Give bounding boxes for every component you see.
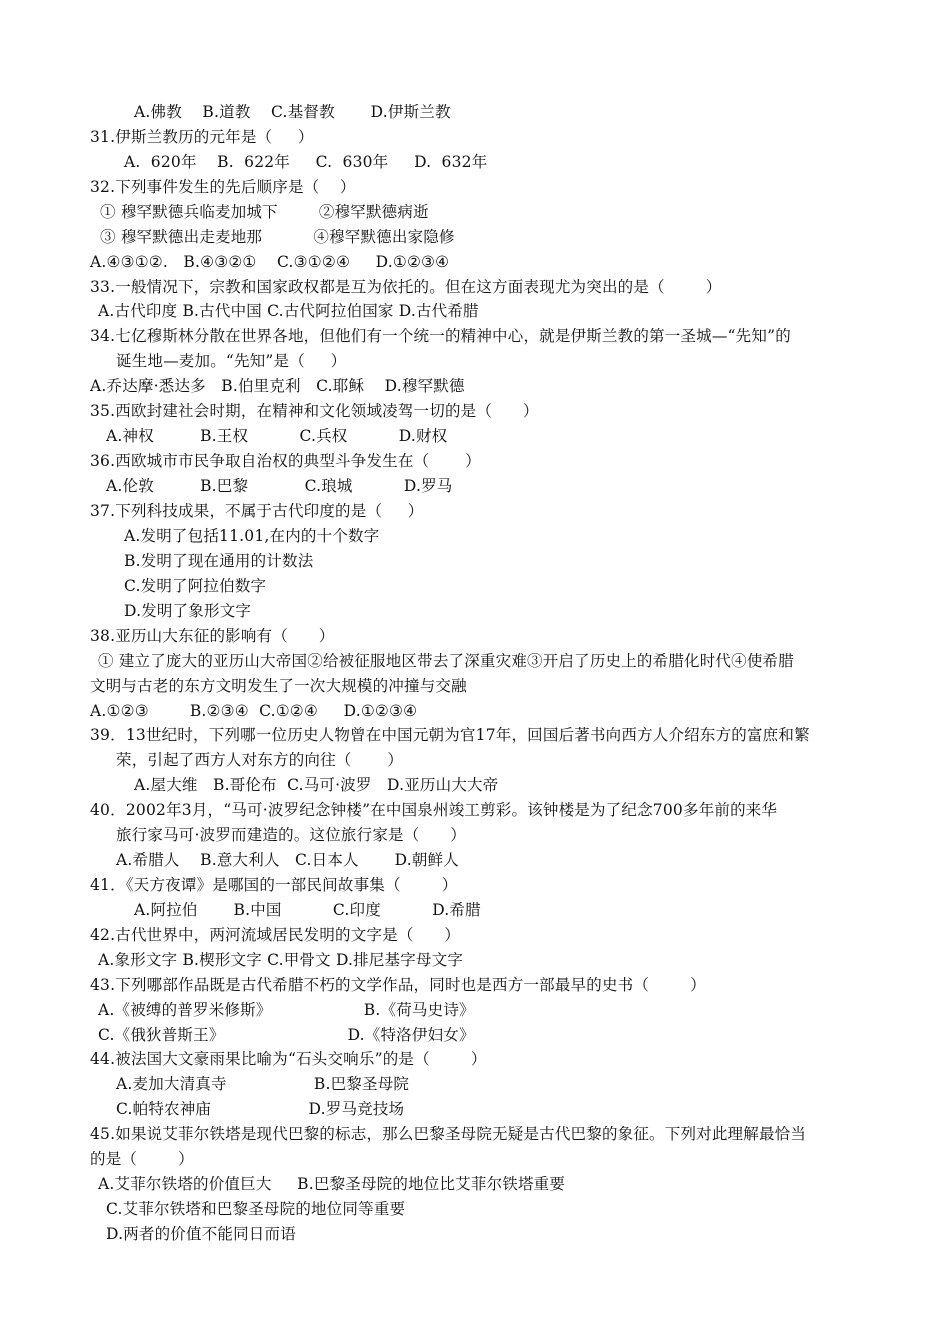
q45-stem-1: 45.如果说艾菲尔铁塔是现代巴黎的标志，那么巴黎圣母院无疑是古代巴黎的象征。下列对此理解最恰当 [90,1125,807,1143]
q38-items-2: 文明与古老的东方文明发生了一次大规模的冲撞与交融 [90,677,467,695]
q36-stem: 36.西欧城市市民争取自治权的典型斗争发生在（ ） [90,452,481,470]
q44-options-2: C.帕特农神庙 D.罗马竞技场 [116,1100,405,1118]
q44-options-1: A.麦加大清真寺 B.巴黎圣母院 [116,1075,410,1093]
q41-options: A.阿拉伯 B.中国 C.印度 D.希腊 [134,901,481,919]
q32-items-1: ① 穆罕默德兵临麦加城下 ②穆罕默德病逝 [100,203,429,221]
q39-stem-1: 39．13世纪时，下列哪一位历史人物曾在中国元朝为官17年，回国后著书向西方人介绍东方的富庶和繁 [90,726,810,744]
q45-option-c: C.艾菲尔铁塔和巴黎圣母院的地位同等重要 [106,1200,406,1218]
q43-options-1: A.《被缚的普罗米修斯》 B.《荷马史诗》 [98,1001,475,1019]
q38-items-1: ① 建立了庞大的亚历山大帝国②给被征服地区带去了深重灾难③开启了历史上的希腊化时代④使希腊 [98,652,794,670]
q43-stem: 43.下列哪部作品既是古代希腊不朽的文学作品，同时也是西方一部最早的史书（ ） [90,976,706,994]
q38-options: A.①②③ B.②③④ C.①②④ D.①②③④ [90,702,418,720]
q33-stem: 33.一般情况下，宗教和国家政权都是互为依托的。但在这方面表现尤为突出的是（ ） [90,278,722,296]
q45-option-d: D.两者的价值不能同日而语 [106,1225,296,1243]
q37-stem: 37.下列科技成果，不属于古代印度的是（ ） [90,502,424,520]
q45-option-a-b: A.艾菲尔铁塔的价值巨大 B.巴黎圣母院的地位比艾菲尔铁塔重要 [98,1175,566,1193]
q34-stem-2: 诞生地—麦加。“先知”是（ ） [116,352,347,370]
q31-options: A. 620年 B. 622年 C. 630年 D. 632年 [124,153,488,171]
q32-items-2: ③ 穆罕默德出走麦地那 ④穆罕默德出家隐修 [100,228,455,246]
q32-options: A.④③①②. B.④③②① C.③①②④ D.①②③④ [90,253,450,271]
q40-options: A.希腊人 B.意大利人 C.日本人 D.朝鲜人 [116,851,459,869]
q39-stem-2: 荣，引起了西方人对东方的向往（ ） [116,751,404,769]
q45-stem-2: 的是（ ） [90,1150,194,1168]
q40-stem-2: 旅行家马可·波罗而建造的。这位旅行家是（ ） [116,826,466,844]
q33-options: A.古代印度 B.古代中国 C.古代阿拉伯国家 D.古代希腊 [98,302,479,320]
q37-option-b: B.发明了现在通用的计数法 [124,552,314,570]
q39-options: A.屋大维 B.哥伦布 C.马可·波罗 D.亚历山大大帝 [134,776,499,794]
q42-stem: 42.古代世界中，两河流域居民发明的文字是（ ） [90,926,461,944]
q31-stem: 31.伊斯兰教历的元年是（ ） [90,128,314,146]
q32-stem: 32.下列事件发生的先后顺序是（ ） [90,178,356,196]
q37-option-d: D.发明了象形文字 [124,602,252,620]
q41-stem: 41．《天方夜谭》是哪国的一部民间故事集（ ） [90,876,458,894]
q34-options: A.乔达摩·悉达多 B.伯里克利 C.耶稣 D.穆罕默德 [90,377,465,395]
q30-options: A.佛教 B.道教 C.基督教 D.伊斯兰教 [134,103,451,121]
q35-options: A.神权 B.王权 C.兵权 D.财权 [106,427,448,445]
q34-stem-1: 34.七亿穆斯林分散在世界各地，但他们有一个统一的精神中心，就是伊斯兰教的第一圣城—“先知”的 [90,327,791,345]
q37-option-c: C.发明了阿拉伯数字 [124,577,267,595]
q44-stem: 44.被法国大文豪雨果比喻为“石头交响乐”的是（ ） [90,1050,487,1068]
q37-option-a: A.发明了包括11.01,在内的十个数字 [124,527,380,545]
q42-options: A.象形文字 B.楔形文字 C.甲骨文 D.排尼基字母文字 [98,951,464,969]
q38-stem: 38.亚历山大东征的影响有（ ） [90,627,335,645]
q43-options-2: C.《俄狄普斯王》 D.《特洛伊妇女》 [98,1026,475,1044]
q36-options: A.伦敦 B.巴黎 C.琅城 D.罗马 [106,477,453,495]
q35-stem: 35.西欧封建社会时期，在精神和文化领域凌驾一切的是（ ） [90,402,539,420]
q40-stem-1: 40．2002年3月，“马可·波罗纪念钟楼”在中国泉州竣工剪彩。该钟楼是为了纪念700多年前的来华 [90,801,778,819]
